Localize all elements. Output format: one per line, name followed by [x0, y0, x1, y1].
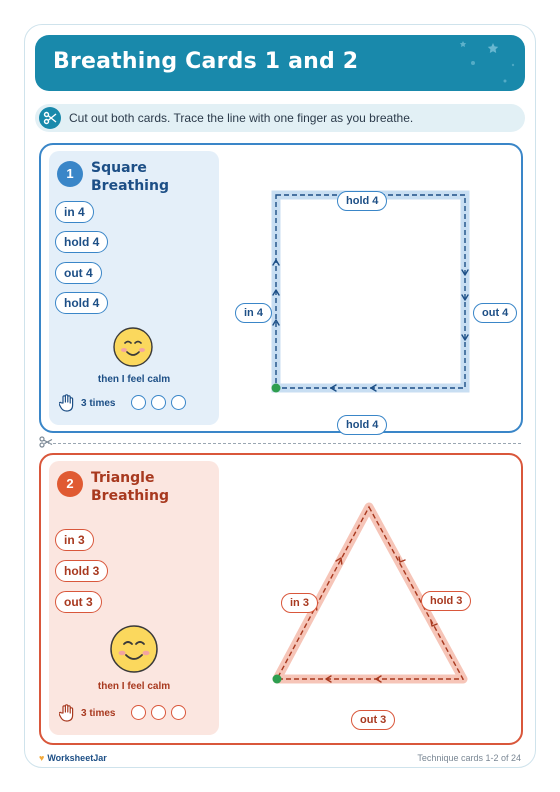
step-pill: out 4	[55, 262, 102, 284]
card-title: Triangle Breathing	[91, 470, 169, 504]
card-title: Square Breathing	[91, 160, 169, 194]
square-breathing-diagram	[251, 175, 481, 415]
step-pill: out 3	[55, 591, 102, 613]
times-label: 3 times	[81, 708, 116, 719]
triangle-breathing-card	[39, 453, 523, 745]
hand-icon	[59, 704, 75, 722]
square-breathing-card	[39, 143, 523, 433]
side-label-right: hold 3	[421, 591, 471, 611]
hand-icon	[59, 394, 75, 412]
side-label-left: in 3	[281, 593, 318, 613]
side-label-right: out 4	[473, 303, 517, 323]
step-pill: hold 3	[55, 560, 108, 582]
heart-icon: ♥	[39, 753, 45, 763]
calm-text: then I feel calm	[97, 374, 171, 385]
tick-circle[interactable]	[171, 395, 186, 410]
brand-name: WorksheetJar	[47, 753, 107, 763]
calm-text: then I feel calm	[97, 681, 171, 692]
side-label-bottom: out 3	[351, 710, 395, 730]
tick-circle[interactable]	[151, 395, 166, 410]
tick-circle[interactable]	[151, 705, 166, 720]
footer-brand	[39, 753, 107, 763]
cut-line-scissors-icon	[39, 435, 53, 449]
start-dot	[272, 384, 281, 393]
instruction-bar	[35, 104, 525, 132]
step-pill: in 4	[55, 201, 94, 223]
side-label-left: in 4	[235, 303, 272, 323]
card-number-badge: 2	[57, 471, 83, 497]
side-label-bottom: hold 4	[337, 415, 387, 435]
step-pill: in 3	[55, 529, 94, 551]
page-title: Breathing Cards 1 and 2	[53, 49, 359, 74]
cut-line	[43, 443, 521, 444]
card-2-info-panel	[49, 461, 219, 735]
card-1-info-panel	[49, 151, 219, 425]
tick-circle[interactable]	[131, 395, 146, 410]
step-pill: hold 4	[55, 292, 108, 314]
stars-decoration-icon	[405, 35, 525, 91]
tick-circle[interactable]	[131, 705, 146, 720]
smiley-face-icon	[109, 624, 159, 674]
scissors-icon	[39, 107, 61, 129]
instruction-text: Cut out both cards. Trace the line with one finger as you breathe.	[69, 111, 414, 125]
side-label-top: hold 4	[337, 191, 387, 211]
smiley-face-icon	[112, 326, 154, 368]
card-number-badge: 1	[57, 161, 83, 187]
worksheet-page	[24, 24, 536, 768]
footer-page-info: Technique cards 1-2 of 24	[417, 753, 521, 763]
start-dot	[273, 675, 282, 684]
page-header	[35, 35, 525, 91]
tick-circle[interactable]	[171, 705, 186, 720]
step-pill: hold 4	[55, 231, 108, 253]
times-label: 3 times	[81, 398, 116, 409]
